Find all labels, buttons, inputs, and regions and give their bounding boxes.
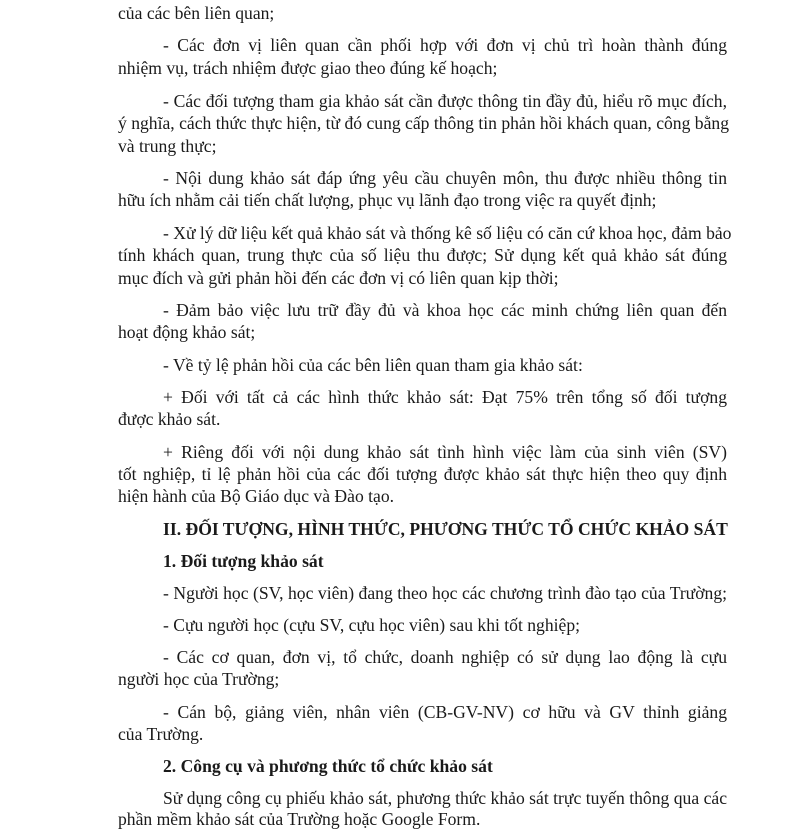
text-line: người học của Trường;: [118, 669, 280, 689]
text-line: phần mềm khảo sát của Trường hoặc Google Form.: [118, 809, 481, 829]
text-line: mục đích và gửi phản hồi đến các đơn vị có liên quan kịp thời;: [118, 268, 559, 288]
text-line: - Về tỷ lệ phản hồi của các bên liên quan tham gia khảo sát:: [163, 355, 583, 375]
text-line: - Các cơ quan, đơn vị, tổ chức, doanh nghiệp có sử dụng lao động là cựu: [163, 647, 727, 667]
text-line: - Cán bộ, giảng viên, nhân viên (CB-GV-NV) cơ hữu và GV thỉnh giảng: [163, 702, 727, 722]
text-line: hiện hành của Bộ Giáo dục và Đào tạo.: [118, 486, 395, 506]
text-line: Sử dụng công cụ phiếu khảo sát, phương thức khảo sát trực tuyến thông qua các: [163, 788, 727, 808]
text-line: và trung thực;: [118, 136, 217, 156]
text-line: + Riêng đối với nội dung khảo sát tình hình việc làm của sinh viên (SV): [163, 442, 727, 462]
text-line: - Nội dung khảo sát đáp ứng yêu cầu chuyên môn, thu được nhiều thông tin: [163, 168, 727, 188]
text-line: tính khách quan, trung thực của số liệu thu được; Sử dụng kết quả khảo sát đúng: [118, 245, 727, 265]
subsection-heading: 2. Công cụ và phương thức tổ chức khảo sát: [163, 756, 493, 776]
text-line: - Các đơn vị liên quan cần phối hợp với đơn vị chủ trì hoàn thành đúng: [163, 35, 727, 55]
text-line: nhiệm vụ, trách nhiệm được giao theo đúng kế hoạch;: [118, 58, 498, 78]
text-line: + Đối với tất cả các hình thức khảo sát: Đạt 75% trên tổng số đối tượng: [163, 387, 727, 407]
text-line: của Trường.: [118, 724, 204, 744]
text-line: - Xử lý dữ liệu kết quả khảo sát và thống kê số liệu có căn cứ khoa học, đảm bảo: [163, 223, 732, 243]
subsection-heading: 1. Đối tượng khảo sát: [163, 551, 324, 571]
text-line: - Đảm bảo việc lưu trữ đầy đủ và khoa học các minh chứng liên quan đến: [163, 300, 727, 320]
text-line: - Người học (SV, học viên) đang theo học các chương trình đào tạo của Trường;: [163, 583, 727, 603]
text-line: - Các đối tượng tham gia khảo sát cần được thông tin đầy đủ, hiểu rõ mục đích,: [163, 91, 727, 111]
section-heading: II. ĐỐI TƯỢNG, HÌNH THỨC, PHƯƠNG THỨC TỔ CHỨC KHẢO SÁT: [163, 519, 728, 539]
text-line: của các bên liên quan;: [118, 3, 275, 23]
text-line: tốt nghiệp, tỉ lệ phản hồi của các đối tượng được khảo sát thực hiện theo quy định: [118, 464, 727, 484]
text-line: - Cựu người học (cựu SV, cựu học viên) sau khi tốt nghiệp;: [163, 615, 581, 635]
text-line: ý nghĩa, cách thức thực hiện, từ đó cung cấp thông tin phản hồi khách quan, công bằng: [118, 113, 729, 133]
text-line: hoạt động khảo sát;: [118, 322, 256, 342]
text-line: được khảo sát.: [118, 409, 221, 429]
text-line: hữu ích nhằm cải tiến chất lượng, phục vụ lãnh đạo trong việc ra quyết định;: [118, 190, 657, 210]
